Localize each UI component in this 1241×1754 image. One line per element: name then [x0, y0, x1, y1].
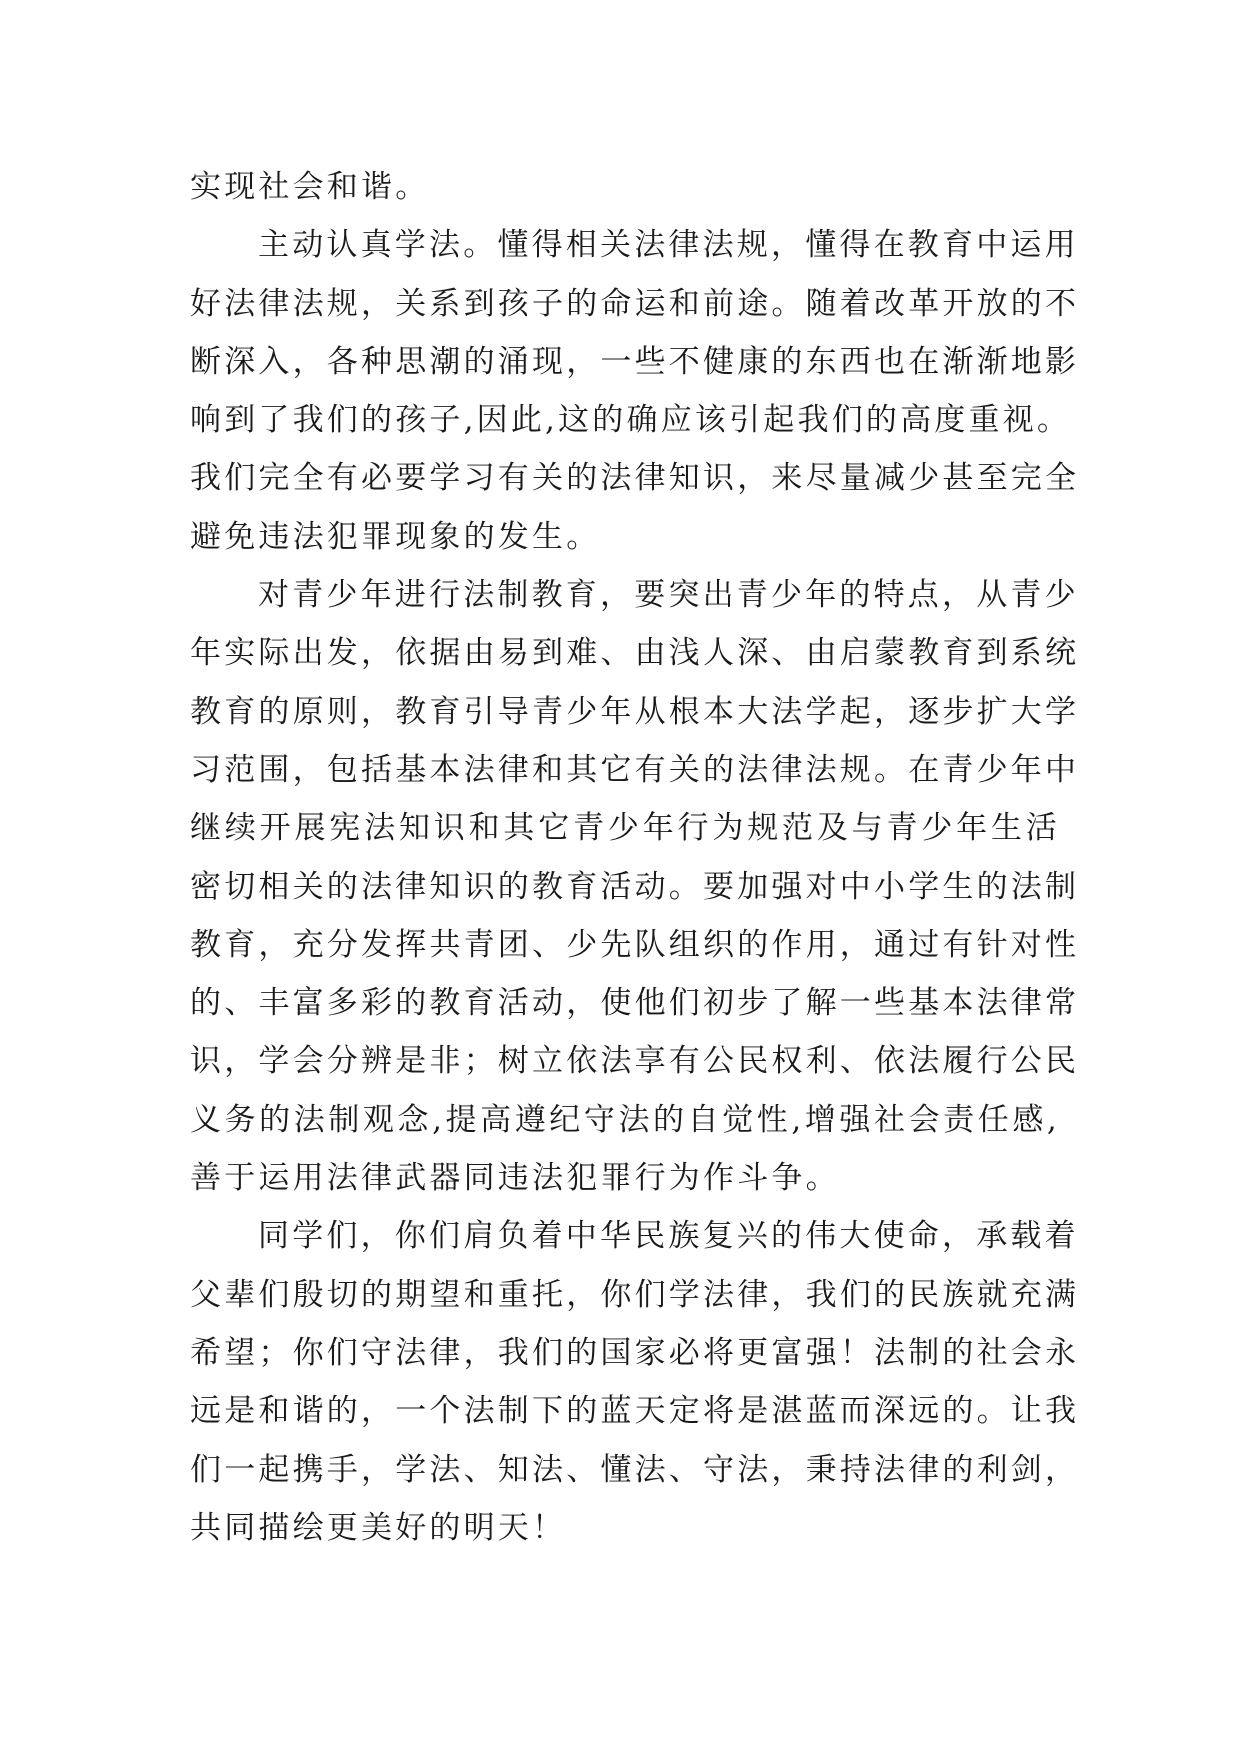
- text-line: 的、丰富多彩的教育活动，使他们初步了解一些基本法律常: [190, 985, 1080, 1022]
- text-line: 好法律法规，关系到孩子的命运和前途。随着改革开放的不: [190, 285, 1080, 322]
- text-line: 同学们，你们肩负着中华民族复兴的伟大使命，承载着: [258, 1218, 1079, 1255]
- text-line: 年实际出发，依据由易到难、由浅人深、由启蒙教育到系统: [190, 635, 1080, 672]
- text-line: 实现社会和谐。: [190, 169, 430, 205]
- text-line: 父辈们殷切的期望和重托，你们学法律，我们的民族就充满: [190, 1276, 1080, 1313]
- text-line: 我们完全有必要学习有关的法律知识，来尽量减少甚至完全: [190, 460, 1080, 497]
- text-line: 们一起携手，学法、知法、懂法、守法，秉持法律的利剑，: [190, 1451, 1080, 1488]
- text-line: 共同描绘更美好的明天！: [190, 1509, 567, 1546]
- text-line: 继续开展宪法知识和其它青少年行为规范及与青少年生活: [190, 810, 1060, 847]
- text-line: 识，学会分辨是非；树立依法享有公民权利、依法履行公民: [190, 1043, 1080, 1080]
- text-line: 善于运用法律武器同违法犯罪行为作斗争。: [190, 1160, 840, 1197]
- text-line: 教育的原则，教育引导青少年从根本大法学起，逐步扩大学: [190, 693, 1080, 730]
- text-line: 远是和谐的，一个法制下的蓝天定将是湛蓝而深远的。让我: [190, 1393, 1080, 1430]
- text-line: 教育，充分发挥共青团、少先队组织的作用，通过有针对性: [190, 926, 1080, 963]
- document-body: [190, 158, 1080, 1557]
- text-line: 密切相关的法律知识的教育活动。要加强对中小学生的法制: [190, 868, 1080, 905]
- text-line: 主动认真学法。懂得相关法律法规，懂得在教育中运用: [258, 227, 1079, 264]
- text-line: 义务的法制观念,提高遵纪守法的自觉性,增强社会责任感,: [190, 1101, 1060, 1138]
- text-line: 断深入，各种思潮的涌现，一些不健康的东西也在渐渐地影: [190, 343, 1080, 380]
- text-line: 希望；你们守法律，我们的国家必将更富强！法制的社会永: [190, 1334, 1080, 1371]
- text-line: 对青少年进行法制教育，要突出青少年的特点，从青少: [258, 577, 1079, 614]
- text-line: 避免违法犯罪现象的发生。: [190, 518, 601, 555]
- text-line: 习范围，包括基本法律和其它有关的法律法规。在青少年中: [190, 751, 1080, 788]
- text-line: 响到了我们的孩子,因此,这的确应该引起我们的高度重视。: [190, 402, 1072, 439]
